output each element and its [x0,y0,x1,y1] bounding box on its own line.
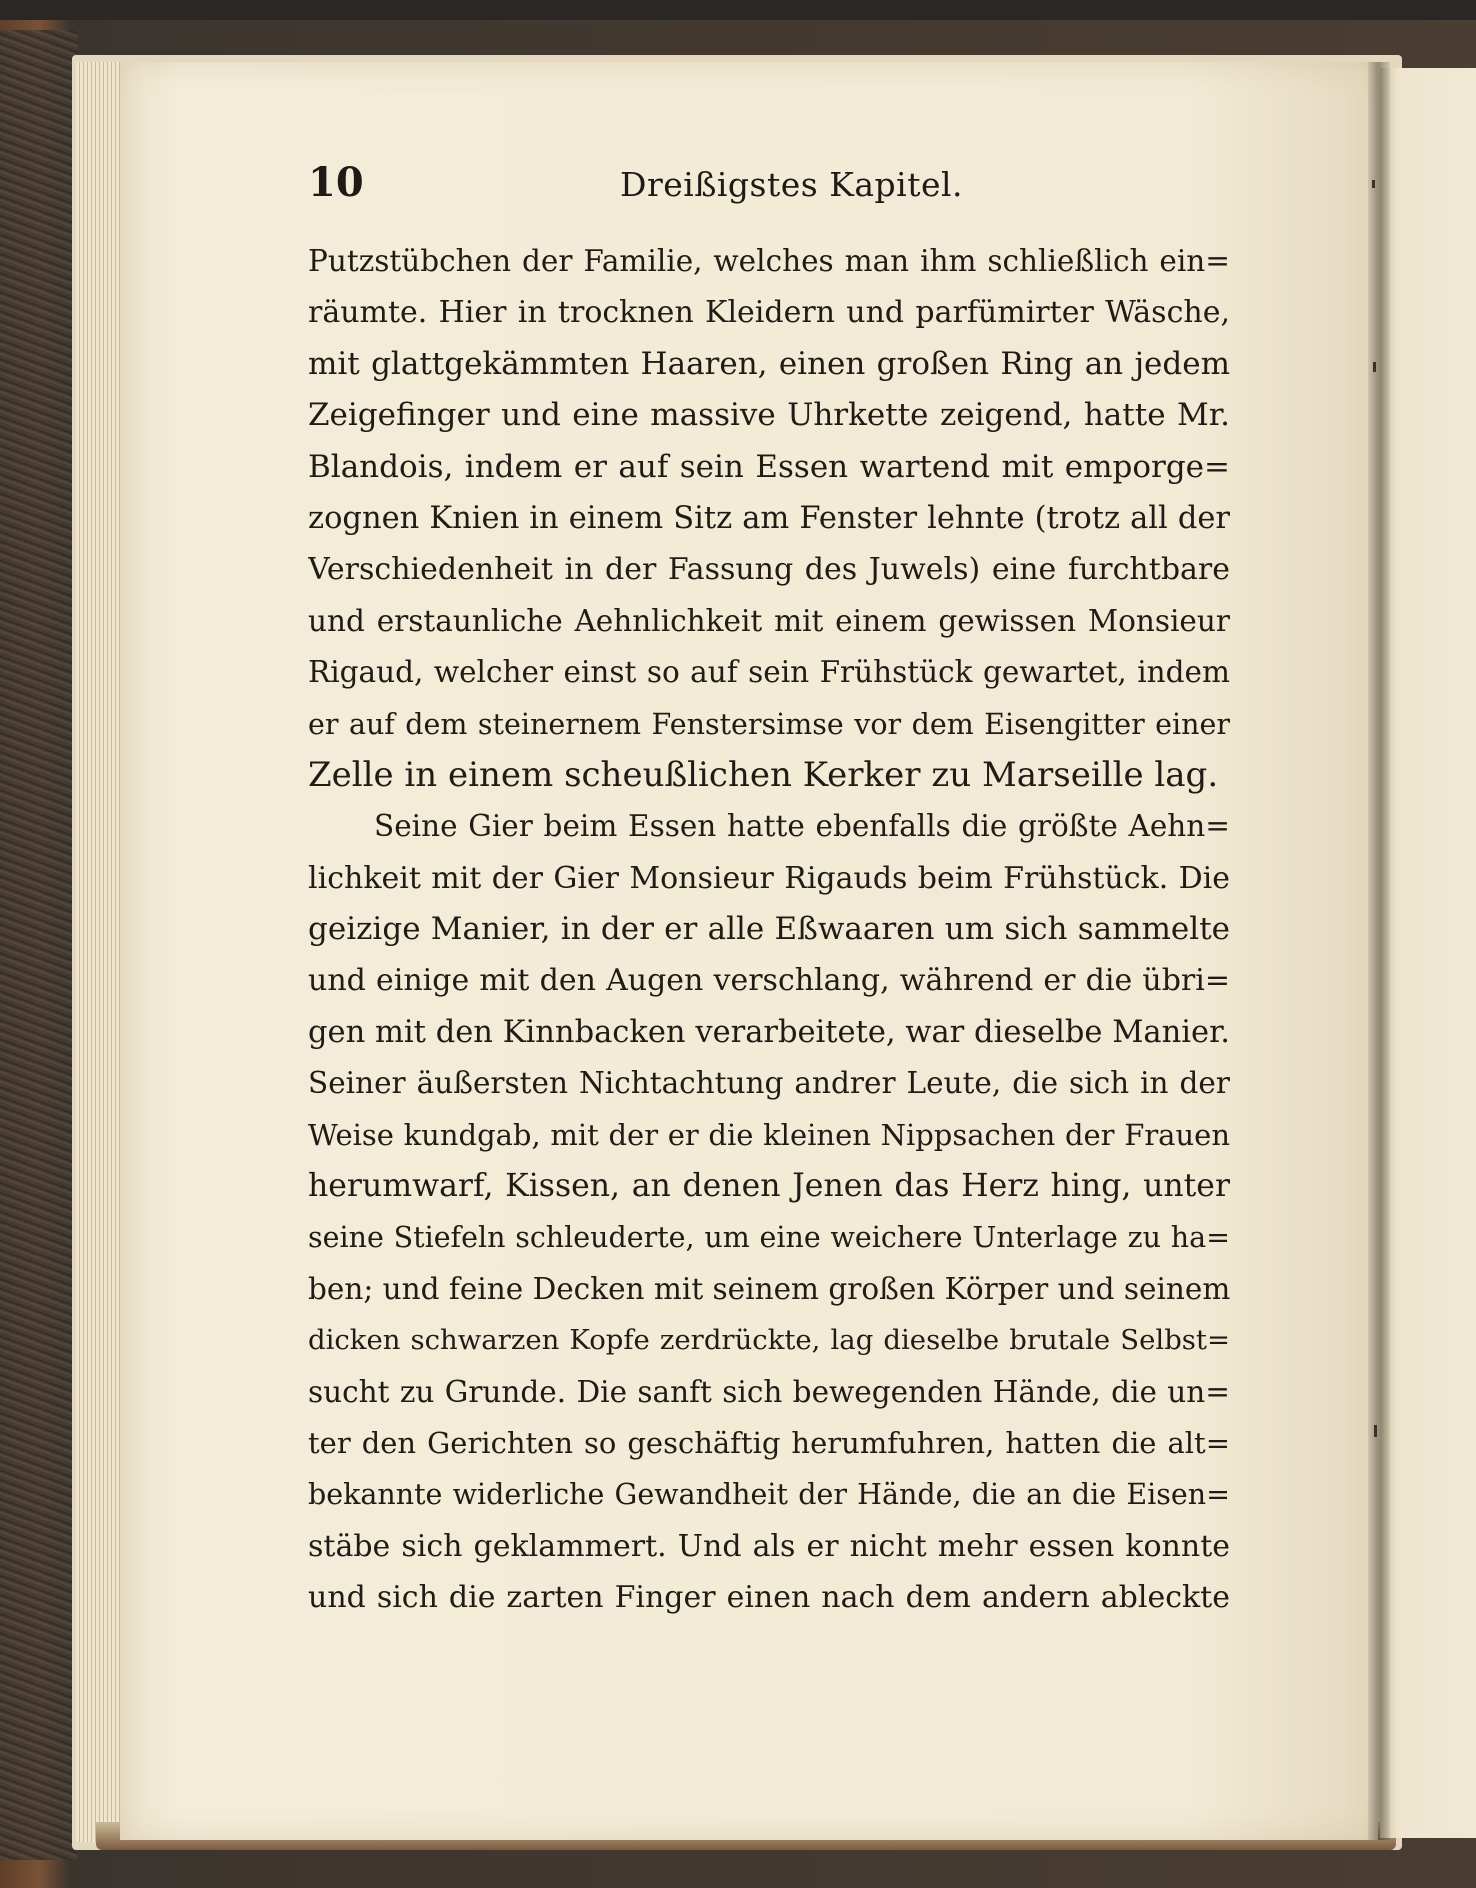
page-speck [1374,1425,1377,1437]
page-header [308,158,1228,208]
text-line: Zelle in einem scheußlichen Kerker zu Marseille lag. [308,754,1219,795]
text-line: ter den Gerichten so geschäftig herumfuhren, hatten die alt= [308,1425,1230,1460]
text-line: zognen Knien in einem Sitz am Fenster lehnte (trotz all der [308,500,1230,536]
page-speck [1372,180,1375,188]
body-text [308,236,1230,1624]
text-line: stäbe sich geklammert. Und als er nicht mehr essen konnte [308,1528,1230,1564]
text-line: mit glattgekämmten Haaren, einen großen Ring an jedem [308,345,1230,382]
running-head: Dreißigstes Kapitel. [620,165,964,204]
text-line: Rigaud, welcher einst so auf sein Frühstück gewartet, indem [308,655,1230,690]
cover-marbled-edge [0,30,78,1860]
text-line: bekannte widerliche Gewandheit der Hände, die an die Eisen= [308,1478,1230,1512]
text-line: und erstaunliche Aehnlichkeit mit einem gewissen Monsieur [308,603,1230,638]
text-line: dicken schwarzen Kopfe zerdrückte, lag dieselbe brutale Selbst= [308,1324,1230,1357]
text-line: geizige Manier, in der er alle Eßwaaren um sich sammelte [308,911,1230,948]
text-line: Verschiedenheit in der Fassung des Juwels) eine furchtbare [308,552,1230,588]
text-line: sucht zu Grunde. Die sanft sich bewegenden Hände, die un= [308,1374,1230,1409]
text-line: Weise kundgab, mit der er die kleinen Nippsachen der Frauen [308,1117,1230,1152]
text-line: und sich die zarten Finger einen nach dem andern ableckte [308,1580,1230,1616]
text-line: Seine Gier beim Essen hatte ebenfalls die größte Aehn= [374,809,1230,844]
text-line: lichkeit mit der Gier Monsieur Rigauds beim Frühstück. Die [308,860,1230,896]
text-line: Seiner äußersten Nichtachtung andrer Leute, die sich in der [308,1066,1230,1101]
text-line: räumte. Hier in trocknen Kleidern und parfümirter Wäsche, [308,295,1230,331]
text-line: Putzstübchen der Familie, welches man ihm schließlich ein= [308,244,1230,278]
text-line: gen mit den Kinnbacken verarbeitete, war dieselbe Manier. [308,1014,1230,1050]
text-line: ben; und feine Decken mit seinem großen Körper und seinem [308,1271,1230,1306]
page-speck [1373,362,1376,372]
facing-page [1380,68,1476,1838]
book-gutter [1368,62,1390,1840]
page-number: 10 [308,159,364,206]
text-line: er auf dem steinernem Fenstersimse vor dem Eisengitter einer [308,707,1230,741]
text-line: seine Stiefeln schleuderte, um eine weichere Unterlage zu ha= [308,1221,1230,1255]
text-line: herumwarf, Kissen, an denen Jenen das Herz hing, unter [308,1168,1230,1205]
text-line: und einige mit den Augen verschlang, während er die übri= [308,963,1230,999]
text-line: Blandois, indem er auf sein Essen wartend mit emporge= [308,448,1230,485]
page-edges [76,62,122,1842]
text-line: Zeigefinger und eine massive Uhrkette zeigend, hatte Mr. [308,397,1230,434]
